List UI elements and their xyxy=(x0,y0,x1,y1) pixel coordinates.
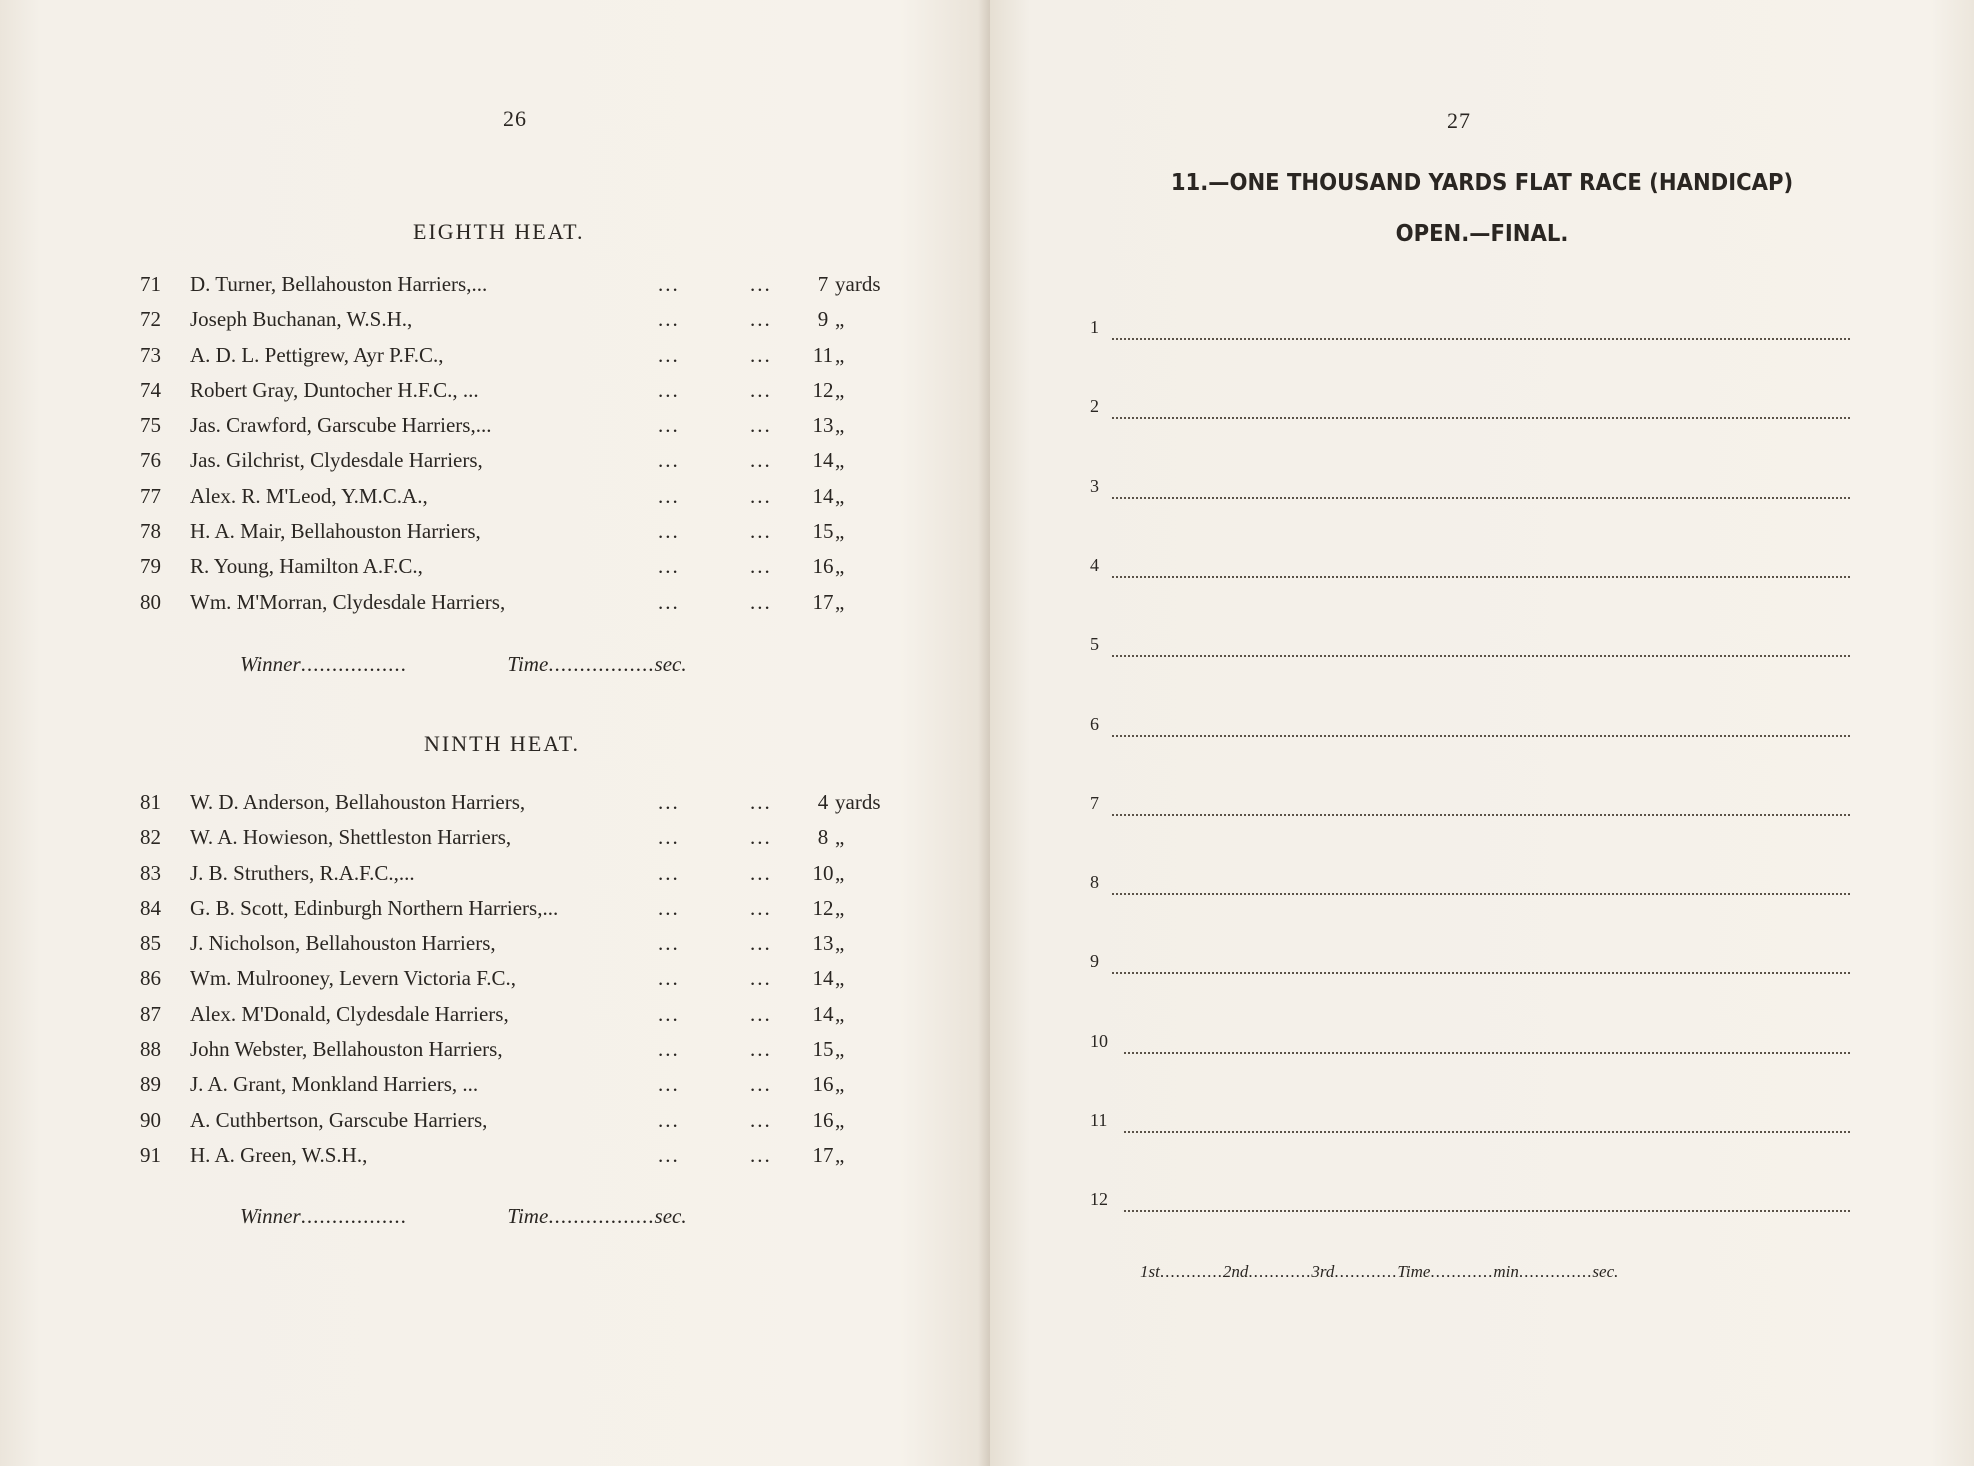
placing-blank-line xyxy=(1112,338,1850,340)
leader-dots: ... xyxy=(750,1037,772,1062)
race-subtitle: OPEN.—FINAL. xyxy=(1395,221,1569,247)
entry-row xyxy=(140,926,900,961)
entry-number: 72 xyxy=(140,307,161,332)
leader-dots: ... xyxy=(658,1142,680,1167)
placing-row xyxy=(1090,389,1850,419)
placing-blank-line xyxy=(1124,1210,1850,1212)
entry-number: 75 xyxy=(140,413,161,438)
entry-number: 76 xyxy=(140,448,161,473)
entry-unit: „ xyxy=(835,1072,845,1097)
entry-number: 85 xyxy=(140,931,161,956)
time-label: Time xyxy=(507,652,549,676)
entry-handicap: 15 xyxy=(812,519,834,544)
entry-row xyxy=(140,1032,900,1067)
placing-row xyxy=(1090,707,1850,737)
placing-blank-line xyxy=(1112,417,1850,419)
winner-blank: ................. xyxy=(300,1204,407,1228)
leader-dots: ... xyxy=(658,554,680,579)
entry-unit: „ xyxy=(835,448,845,473)
entry-unit: „ xyxy=(835,377,845,402)
entry-handicap: 15 xyxy=(812,1037,834,1062)
placing-number: 8 xyxy=(1090,872,1099,893)
entry-number: 81 xyxy=(140,790,161,814)
entry-name: W. A. Howieson, Shettleston Harriers, xyxy=(190,825,512,850)
placing-blank-line xyxy=(1112,576,1850,578)
entry-number: 84 xyxy=(140,895,161,920)
leader-dots: ... xyxy=(750,1142,772,1167)
entry-row xyxy=(140,1138,900,1173)
entry-row xyxy=(140,373,900,408)
leader-dots: ... xyxy=(750,377,772,402)
entry-number: 79 xyxy=(140,554,161,579)
entry-unit: „ xyxy=(835,342,845,367)
leader-dots: ... xyxy=(750,931,772,956)
time-label: Time xyxy=(507,1204,549,1228)
placing-row xyxy=(1090,944,1850,974)
entry-number: 91 xyxy=(140,1142,161,1167)
entry-row xyxy=(140,549,900,584)
leader-dots: ... xyxy=(658,931,680,956)
entry-number: 90 xyxy=(140,1107,161,1132)
entry-name: Alex. R. M'Leod, Y.M.C.A., xyxy=(190,483,428,508)
entry-name: J. Nicholson, Bellahouston Harriers, xyxy=(190,931,496,956)
leader-dots: ... xyxy=(750,895,772,920)
leader-dots: ... xyxy=(658,1072,680,1097)
leader-dots: ... xyxy=(658,1107,680,1132)
placing-blank-line xyxy=(1112,655,1850,657)
sec-label: sec. xyxy=(654,652,687,676)
placing-blank-line xyxy=(1124,1052,1850,1054)
entry-number: 73 xyxy=(140,342,161,367)
min-label: min xyxy=(1493,1262,1519,1281)
leader-dots: ... xyxy=(658,342,680,367)
entry-name: A. Cuthbertson, Garscube Harriers, xyxy=(190,1107,488,1132)
entry-unit: „ xyxy=(835,413,845,438)
entry-name: Alex. M'Donald, Clydesdale Harriers, xyxy=(190,1001,509,1026)
placing-row xyxy=(1090,1182,1850,1212)
leader-dots: ... xyxy=(658,413,680,438)
time-blank: ................. xyxy=(548,652,655,676)
entry-number: 80 xyxy=(140,589,161,614)
placing-number: 3 xyxy=(1090,475,1099,496)
placing-number: 1 xyxy=(1090,317,1099,337)
leader-dots: ... xyxy=(750,554,772,579)
leader-dots: ... xyxy=(658,1037,680,1062)
leader-dots: ... xyxy=(750,448,772,473)
third-label: 3rd xyxy=(1311,1262,1335,1281)
entry-row xyxy=(140,891,900,926)
leader-dots: ... xyxy=(658,860,680,885)
placing-row xyxy=(1090,469,1850,499)
entry-unit: „ xyxy=(835,519,845,544)
entry-handicap: 8 xyxy=(817,825,829,850)
page-number: 26 xyxy=(503,106,527,131)
entry-row xyxy=(140,338,900,373)
entry-handicap: 9 xyxy=(817,307,829,332)
sec-label: sec. xyxy=(654,1204,687,1228)
entry-unit: „ xyxy=(835,966,845,991)
entry-unit: „ xyxy=(835,895,845,920)
race-title: 11.—ONE THOUSAND YARDS FLAT RACE (HANDICAP) xyxy=(1170,170,1794,196)
leader-dots: ... xyxy=(658,483,680,508)
entry-handicap: 16 xyxy=(812,554,834,579)
entry-number: 86 xyxy=(140,966,161,991)
leader-dots: ... xyxy=(658,307,680,332)
entry-name: H. A. Mair, Bellahouston Harriers, xyxy=(190,519,481,544)
leader-dots: ... xyxy=(750,413,772,438)
leader-dots: ... xyxy=(658,272,680,296)
entry-name: D. Turner, Bellahouston Harriers,... xyxy=(190,272,488,296)
entry-name: A. D. L. Pettigrew, Ayr P.F.C., xyxy=(190,342,444,367)
entry-row xyxy=(140,1103,900,1138)
entry-handicap: 16 xyxy=(812,1072,834,1097)
entry-name: R. Young, Hamilton A.F.C., xyxy=(190,554,423,579)
entry-number: 74 xyxy=(140,377,161,402)
placing-row xyxy=(1090,786,1850,816)
leader-dots: ... xyxy=(750,272,772,296)
entry-handicap: 14 xyxy=(812,483,834,508)
entry-number: 77 xyxy=(140,483,161,508)
entry-unit: „ xyxy=(835,1142,845,1167)
leader-dots: ... xyxy=(750,825,772,850)
entry-handicap: 4 xyxy=(817,790,829,814)
entry-handicap: 11 xyxy=(812,342,834,367)
entry-number: 71 xyxy=(140,272,161,296)
entry-handicap: 14 xyxy=(812,1001,834,1026)
eighth-heat-result xyxy=(240,652,687,677)
leader-dots: ... xyxy=(658,790,680,814)
entry-unit: „ xyxy=(835,931,845,956)
entry-row xyxy=(140,997,900,1032)
entry-name: Robert Gray, Duntocher H.F.C., ... xyxy=(190,377,479,402)
entry-handicap: 17 xyxy=(812,589,834,614)
entry-unit: „ xyxy=(835,825,845,850)
entry-handicap: 12 xyxy=(812,895,834,920)
entry-name: J. B. Struthers, R.A.F.C.,... xyxy=(190,860,415,885)
leader-dots: ... xyxy=(750,1001,772,1026)
placing-number: 12 xyxy=(1090,1189,1108,1210)
leader-dots: ... xyxy=(750,1107,772,1132)
first-label: 1st xyxy=(1140,1262,1160,1281)
entry-handicap: 10 xyxy=(812,860,834,885)
leader-dots: ... xyxy=(750,860,772,885)
leader-dots: ... xyxy=(750,342,772,367)
entry-handicap: 13 xyxy=(812,931,834,956)
entry-name: J. A. Grant, Monkland Harriers, ... xyxy=(190,1072,479,1097)
entry-name: John Webster, Bellahouston Harriers, xyxy=(190,1037,503,1062)
placing-blank-line xyxy=(1112,893,1850,895)
second-label: 2nd xyxy=(1222,1262,1249,1281)
finish-result-line: 1st............2nd............3rd............Time............min..............sec. xyxy=(1140,1262,1619,1281)
entry-unit: „ xyxy=(835,307,845,332)
placing-number: 7 xyxy=(1090,792,1099,813)
entry-row xyxy=(140,514,900,549)
leader-dots: ... xyxy=(658,519,680,544)
leader-dots: ... xyxy=(658,825,680,850)
entry-row xyxy=(140,820,900,855)
entry-unit: yards xyxy=(835,272,881,296)
entry-number: 88 xyxy=(140,1037,161,1062)
time-label: Time xyxy=(1397,1262,1431,1281)
placing-number: 2 xyxy=(1090,396,1099,417)
placing-number: 9 xyxy=(1090,951,1099,972)
entry-unit: yards xyxy=(835,790,881,814)
ninth-heat-result xyxy=(240,1204,687,1229)
entry-unit: „ xyxy=(835,589,845,614)
placing-number: 6 xyxy=(1090,713,1099,734)
entry-row xyxy=(140,443,900,478)
placing-number: 10 xyxy=(1090,1030,1108,1051)
leader-dots: ... xyxy=(750,483,772,508)
placing-row xyxy=(1090,627,1850,657)
leader-dots: ... xyxy=(750,790,772,814)
placing-blank-line xyxy=(1112,814,1850,816)
sec-label: sec. xyxy=(1592,1262,1619,1281)
entry-row xyxy=(140,408,900,443)
placing-blank-line xyxy=(1112,735,1850,737)
right-page xyxy=(990,0,1974,1466)
entry-name: Wm. M'Morran, Clydesdale Harriers, xyxy=(190,589,506,614)
placing-row xyxy=(1090,310,1850,340)
placing-row xyxy=(1090,1024,1850,1054)
leader-dots: ... xyxy=(658,589,680,614)
leader-dots: ... xyxy=(750,307,772,332)
leader-dots: ... xyxy=(658,895,680,920)
leader-dots: ... xyxy=(658,448,680,473)
entry-unit: „ xyxy=(835,860,845,885)
entry-number: 83 xyxy=(140,860,161,885)
entry-row xyxy=(140,856,900,891)
entry-unit: „ xyxy=(835,1001,845,1026)
leader-dots: ... xyxy=(750,589,772,614)
entry-handicap: 13 xyxy=(812,413,834,438)
entry-name: Joseph Buchanan, W.S.H., xyxy=(190,307,413,332)
time-blank: ................. xyxy=(548,1204,655,1228)
entry-unit: „ xyxy=(835,554,845,579)
placing-row xyxy=(1090,865,1850,895)
entry-name: Jas. Crawford, Garscube Harriers,... xyxy=(190,413,492,438)
entry-row xyxy=(140,267,900,302)
entry-name: Jas. Gilchrist, Clydesdale Harriers, xyxy=(190,448,483,473)
entry-handicap: 14 xyxy=(812,448,834,473)
entry-name: G. B. Scott, Edinburgh Northern Harriers,... xyxy=(190,895,559,920)
entry-handicap: 17 xyxy=(812,1142,834,1167)
entry-handicap: 12 xyxy=(812,377,834,402)
entry-name: H. A. Green, W.S.H., xyxy=(190,1142,368,1167)
placing-blank-line xyxy=(1112,972,1850,974)
heat-entries-eighth xyxy=(140,267,900,620)
placing-row xyxy=(1090,1103,1850,1133)
placing-number: 11 xyxy=(1090,1110,1108,1130)
heat-entries-ninth xyxy=(140,785,900,1173)
entry-unit: „ xyxy=(835,1107,845,1132)
placing-number: 4 xyxy=(1090,554,1099,575)
leader-dots: ... xyxy=(750,519,772,544)
leader-dots: ... xyxy=(658,966,680,991)
placing-blank-line xyxy=(1112,497,1850,499)
entry-unit: „ xyxy=(835,1037,845,1062)
winner-label: Winner xyxy=(240,652,301,676)
entry-name: Wm. Mulrooney, Levern Victoria F.C., xyxy=(190,966,516,991)
entry-number: 78 xyxy=(140,519,161,544)
entry-number: 89 xyxy=(140,1072,161,1097)
entry-number: 82 xyxy=(140,825,161,850)
page-number: 27 xyxy=(1447,108,1471,133)
entry-handicap: 7 xyxy=(817,272,829,296)
placing-blank-line xyxy=(1124,1131,1850,1133)
leader-dots: ... xyxy=(750,966,772,991)
leader-dots: ... xyxy=(658,377,680,402)
leader-dots: ... xyxy=(658,1001,680,1026)
leader-dots: ... xyxy=(750,1072,772,1097)
winner-blank: ................. xyxy=(300,652,407,676)
entry-row xyxy=(140,961,900,996)
winner-label: Winner xyxy=(240,1204,301,1228)
placing-row xyxy=(1090,548,1850,578)
heat-title-ninth: NINTH HEAT. xyxy=(424,731,581,756)
placing-number: 5 xyxy=(1090,634,1099,655)
entry-unit: „ xyxy=(835,483,845,508)
entry-row xyxy=(140,785,900,820)
entry-row xyxy=(140,302,900,337)
heat-title-eighth: EIGHTH HEAT. xyxy=(413,219,585,244)
entry-handicap: 16 xyxy=(812,1107,834,1132)
entry-row xyxy=(140,1067,900,1102)
entry-number: 87 xyxy=(140,1001,161,1026)
entry-row xyxy=(140,585,900,620)
entry-handicap: 14 xyxy=(812,966,834,991)
entry-name: W. D. Anderson, Bellahouston Harriers, xyxy=(190,790,526,814)
entry-row xyxy=(140,479,900,514)
